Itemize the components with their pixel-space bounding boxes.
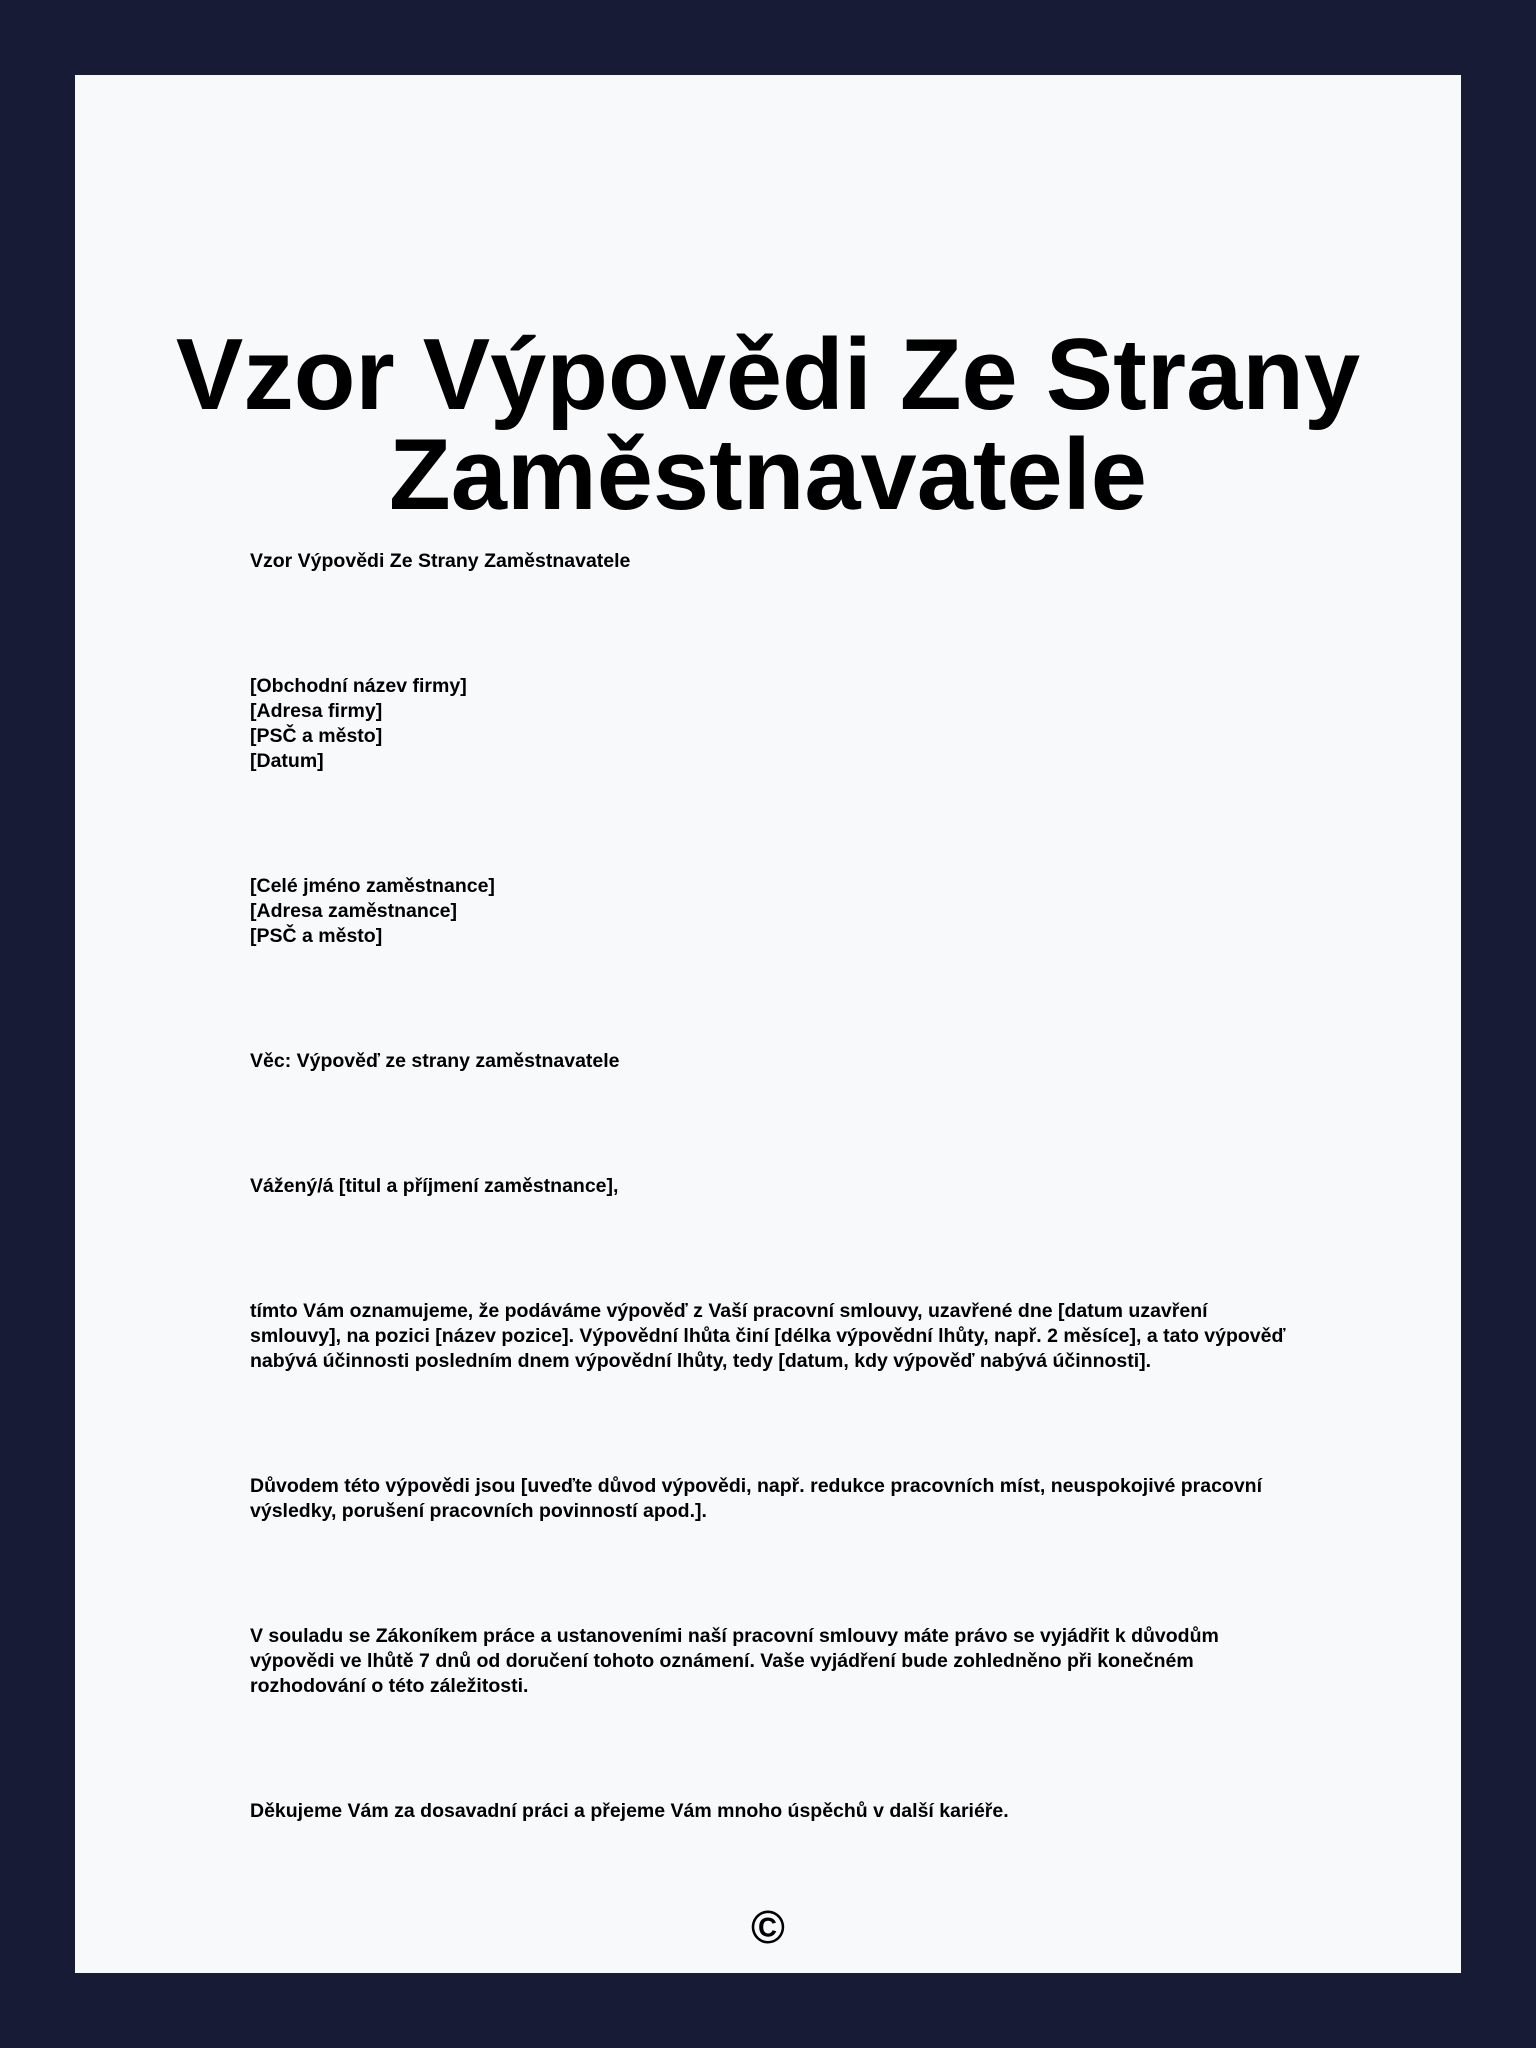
employee-full-name: [Celé jméno zaměstnance]: [250, 875, 495, 897]
employee-address-block: [250, 874, 1290, 949]
document-page: [75, 75, 1461, 1973]
letter-body: [250, 549, 1290, 1924]
employer-company-name: [Obchodní název firmy]: [250, 675, 467, 697]
letter-date: [Datum]: [250, 750, 324, 772]
employer-address-block: [250, 674, 1290, 774]
employer-postal-city: [PSČ a město]: [250, 725, 383, 747]
employer-address: [Adresa firmy]: [250, 700, 383, 722]
paragraph-right-to-respond: V souladu se Zákoníkem práce a ustanoveními naší pracovní smlouvy máte právo se vyjádřit k důvodům výpovědi ve lhůtě 7 dnů od doručení tohoto oznámení. Vaše vyjádření bude zohledněno při konečném rozhodování o této záležitosti.: [250, 1625, 1219, 1697]
employee-address: [Adresa zaměstnance]: [250, 900, 457, 922]
letter-heading: Vzor Výpovědi Ze Strany Zaměstnavatele: [250, 550, 631, 572]
letter-subject: Věc: Výpověď ze strany zaměstnavatele: [250, 1050, 620, 1072]
paragraph-thanks: Děkujeme Vám za dosavadní práci a přejeme Vám mnoho úspěchů v další kariéře.: [250, 1800, 1009, 1822]
paragraph-notice: tímto Vám oznamujeme, že podáváme výpověď z Vaší pracovní smlouvy, uzavřené dne [datum uzavření smlouvy], na pozici [název pozice]. Výpovědní lhůta činí [délka výpovědní lhůty, např. 2 měsíce], a tato výpověď nabývá účinnosti posledním dnem výpovědní lhůty, tedy [datum, kdy výpověď nabývá účinnosti].: [250, 1300, 1286, 1372]
document-title: Vzor Výpovědi Ze Strany Zaměstnavatele: [175, 319, 1361, 531]
copyright-icon: ©: [751, 1901, 785, 1953]
paragraph-reason: Důvodem této výpovědi jsou [uveďte důvod výpovědi, např. redukce pracovních míst, neuspokojivé pracovní výsledky, porušení pracovních povinností apod.].: [250, 1475, 1263, 1522]
letter-salutation: Vážený/á [titul a příjmení zaměstnance],: [250, 1175, 619, 1197]
employee-postal-city: [PSČ a město]: [250, 925, 383, 947]
